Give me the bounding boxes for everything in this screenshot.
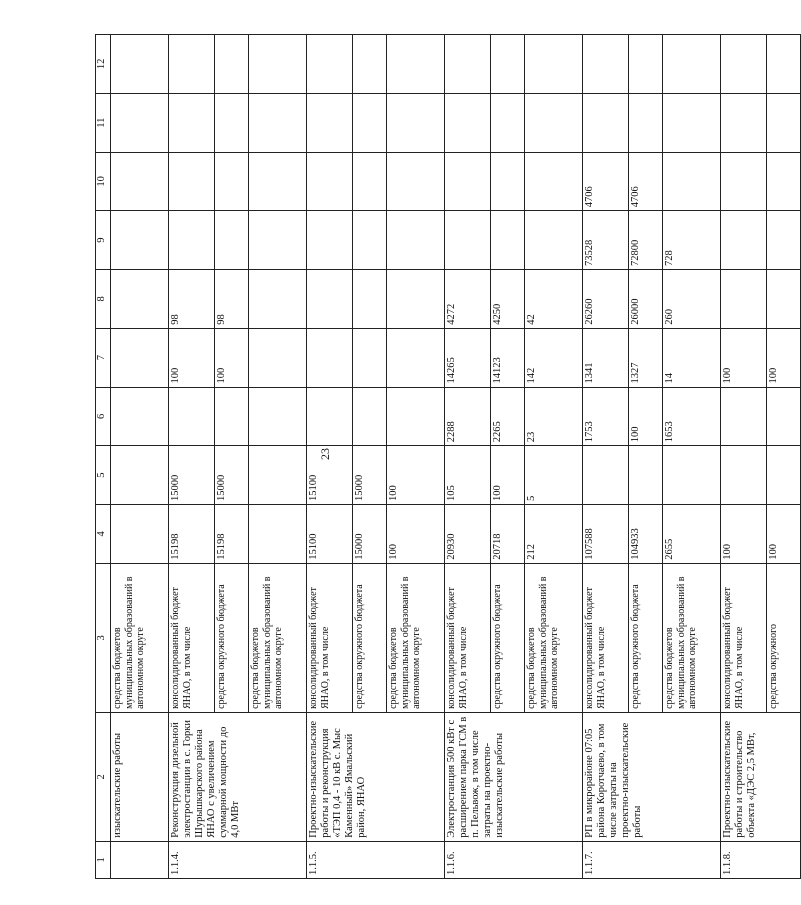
item-name: Проектно-изыскательские работы и строительство объекта «ДЭС 2,5 МВт, <box>721 712 801 841</box>
table-row <box>307 35 353 879</box>
amount-cell: 105 <box>445 446 491 505</box>
column-header: 7 <box>96 328 111 387</box>
amount-cell <box>215 211 249 270</box>
item-number: 1.1.7. <box>583 841 721 878</box>
item-name: Реконструкция дизельной электростанции в с. Горки Шурышкарского района ЯНАО с увеличением суммарной мощности до 4,0 МВт <box>169 712 307 841</box>
amount-cell: 4706 <box>583 152 629 211</box>
amount-cell <box>111 505 169 564</box>
amount-cell <box>491 152 525 211</box>
amount-cell <box>721 152 767 211</box>
amount-cell: 107588 <box>583 505 629 564</box>
funding-source: средства бюджетов муниципальных образований в автономном округе <box>525 563 583 712</box>
amount-cell <box>307 211 353 270</box>
amount-cell: 26000 <box>629 270 663 329</box>
amount-cell <box>111 211 169 270</box>
amount-cell: 42 <box>525 270 583 329</box>
amount-cell: 100 <box>629 387 663 446</box>
amount-cell <box>111 387 169 446</box>
amount-cell <box>445 211 491 270</box>
budget-table <box>95 34 801 879</box>
rotated-table-wrapper <box>95 34 779 879</box>
amount-cell: 142 <box>525 328 583 387</box>
amount-cell <box>111 446 169 505</box>
amount-cell: 100 <box>387 446 445 505</box>
amount-cell: 100 <box>767 328 801 387</box>
item-number: 1.1.6. <box>445 841 583 878</box>
amount-cell: 2265 <box>491 387 525 446</box>
amount-cell: 100 <box>491 446 525 505</box>
amount-cell <box>307 328 353 387</box>
amount-cell <box>583 446 629 505</box>
column-header: 12 <box>96 35 111 94</box>
amount-cell: 212 <box>525 505 583 564</box>
amount-cell <box>169 211 215 270</box>
amount-cell <box>249 93 307 152</box>
amount-cell: 1753 <box>583 387 629 446</box>
amount-cell <box>583 93 629 152</box>
amount-cell: 20718 <box>491 505 525 564</box>
amount-cell <box>721 211 767 270</box>
amount-cell <box>387 328 445 387</box>
amount-cell <box>353 328 387 387</box>
amount-cell: 100 <box>721 328 767 387</box>
amount-cell: 26260 <box>583 270 629 329</box>
amount-cell <box>721 270 767 329</box>
amount-cell <box>111 328 169 387</box>
amount-cell <box>249 505 307 564</box>
item-number <box>111 841 169 878</box>
item-number: 1.1.4. <box>169 841 307 878</box>
item-number: 1.1.8. <box>721 841 801 878</box>
amount-cell <box>307 93 353 152</box>
amount-cell <box>307 152 353 211</box>
amount-cell <box>767 387 801 446</box>
funding-source: консолидированный бюджет ЯНАО, в том числе <box>307 563 353 712</box>
amount-cell: 100 <box>169 328 215 387</box>
amount-cell <box>387 211 445 270</box>
column-header: 11 <box>96 93 111 152</box>
amount-cell <box>169 152 215 211</box>
amount-cell <box>767 152 801 211</box>
amount-cell: 15000 <box>353 446 387 505</box>
funding-source: средства бюджетов муниципальных образований в автономном округе <box>111 563 169 712</box>
amount-cell: 15198 <box>169 505 215 564</box>
amount-cell: 98 <box>215 270 249 329</box>
amount-cell <box>663 152 721 211</box>
amount-cell <box>353 387 387 446</box>
amount-cell <box>767 93 801 152</box>
amount-cell <box>387 270 445 329</box>
item-name: Проектно-изыскательские работы и реконструкция «ТЭП 0,4 - 10 кВ с. Мыс Каменный» Ямальский район, ЯНАО <box>307 712 445 841</box>
amount-cell <box>721 446 767 505</box>
amount-cell <box>663 446 721 505</box>
funding-source: средства окружного бюджета <box>215 563 249 712</box>
column-header: 6 <box>96 387 111 446</box>
column-header: 2 <box>96 712 111 841</box>
amount-cell: 14 <box>663 328 721 387</box>
amount-cell <box>387 35 445 94</box>
amount-cell: 15000 <box>215 446 249 505</box>
amount-cell <box>353 270 387 329</box>
amount-cell: 100 <box>767 505 801 564</box>
table-row <box>721 35 767 879</box>
amount-cell <box>525 152 583 211</box>
amount-cell <box>629 35 663 94</box>
amount-cell: 98 <box>169 270 215 329</box>
amount-cell: 15198 <box>215 505 249 564</box>
amount-cell <box>169 387 215 446</box>
funding-source: средства окружного бюджета <box>353 563 387 712</box>
amount-cell <box>111 270 169 329</box>
table-row <box>111 35 169 879</box>
column-header: 8 <box>96 270 111 329</box>
column-header: 4 <box>96 505 111 564</box>
column-header: 3 <box>96 563 111 712</box>
amount-cell <box>249 270 307 329</box>
funding-source: средства бюджетов муниципальных образований в автономном округе <box>663 563 721 712</box>
amount-cell <box>249 211 307 270</box>
funding-source: консолидированный бюджет ЯНАО, в том числе <box>445 563 491 712</box>
amount-cell <box>169 93 215 152</box>
amount-cell <box>353 211 387 270</box>
item-name: изыскательские работы <box>111 712 169 841</box>
amount-cell: 15000 <box>353 505 387 564</box>
table-body <box>96 35 801 879</box>
column-header: 9 <box>96 211 111 270</box>
funding-source: консолидированный бюджет ЯНАО, в том числе <box>583 563 629 712</box>
amount-cell <box>767 270 801 329</box>
table-row <box>583 35 629 879</box>
amount-cell: 100 <box>215 328 249 387</box>
funding-source: консолидированный бюджет ЯНАО, в том числе <box>721 563 767 712</box>
amount-cell: 728 <box>663 211 721 270</box>
amount-cell <box>491 35 525 94</box>
amount-cell <box>215 35 249 94</box>
amount-cell <box>721 387 767 446</box>
amount-cell <box>249 152 307 211</box>
amount-cell <box>767 211 801 270</box>
amount-cell <box>249 35 307 94</box>
amount-cell: 72800 <box>629 211 663 270</box>
amount-cell <box>525 93 583 152</box>
amount-cell: 2655 <box>663 505 721 564</box>
column-header: 1 <box>96 841 111 878</box>
amount-cell: 1341 <box>583 328 629 387</box>
amount-cell <box>387 93 445 152</box>
amount-cell <box>353 93 387 152</box>
amount-cell: 15100 <box>307 446 353 505</box>
amount-cell: 1653 <box>663 387 721 446</box>
amount-cell: 14123 <box>491 328 525 387</box>
amount-cell <box>387 152 445 211</box>
amount-cell: 260 <box>663 270 721 329</box>
amount-cell <box>767 446 801 505</box>
amount-cell <box>249 387 307 446</box>
amount-cell <box>169 35 215 94</box>
funding-source: средства окружного бюджета <box>491 563 525 712</box>
page-number: 23 <box>318 448 332 460</box>
amount-cell <box>215 152 249 211</box>
amount-cell: 4272 <box>445 270 491 329</box>
amount-cell <box>111 35 169 94</box>
funding-source: средства окружного бюджета <box>629 563 663 712</box>
amount-cell <box>629 446 663 505</box>
amount-cell <box>307 270 353 329</box>
amount-cell <box>663 35 721 94</box>
amount-cell: 1327 <box>629 328 663 387</box>
amount-cell <box>353 35 387 94</box>
amount-cell: 15000 <box>169 446 215 505</box>
amount-cell <box>663 93 721 152</box>
amount-cell <box>445 35 491 94</box>
header-row <box>96 35 111 879</box>
item-name: Электростанция 500 кВт с расширением парка ГСМ в п. Пельвож, в том числе затраты на проектно-изыскательские работы <box>445 712 583 841</box>
funding-source: средства бюджетов муниципальных образований в автономном округе <box>249 563 307 712</box>
amount-cell <box>215 387 249 446</box>
amount-cell: 15100 <box>307 505 353 564</box>
amount-cell: 4250 <box>491 270 525 329</box>
amount-cell <box>491 211 525 270</box>
amount-cell: 14265 <box>445 328 491 387</box>
amount-cell <box>111 93 169 152</box>
amount-cell <box>721 35 767 94</box>
amount-cell: 23 <box>525 387 583 446</box>
amount-cell <box>491 93 525 152</box>
amount-cell <box>583 35 629 94</box>
table-row <box>169 35 215 879</box>
amount-cell <box>525 211 583 270</box>
amount-cell: 100 <box>387 505 445 564</box>
funding-source: средства окружного <box>767 563 801 712</box>
amount-cell <box>629 93 663 152</box>
amount-cell: 4706 <box>629 152 663 211</box>
funding-source: средства бюджетов муниципальных образований в автономном округе <box>387 563 445 712</box>
amount-cell: 100 <box>721 505 767 564</box>
amount-cell <box>111 152 169 211</box>
funding-source: консолидированный бюджет ЯНАО, в том числе <box>169 563 215 712</box>
amount-cell: 5 <box>525 446 583 505</box>
amount-cell <box>525 35 583 94</box>
amount-cell: 104933 <box>629 505 663 564</box>
amount-cell <box>353 152 387 211</box>
amount-cell <box>445 93 491 152</box>
amount-cell <box>387 387 445 446</box>
amount-cell <box>249 328 307 387</box>
amount-cell: 73528 <box>583 211 629 270</box>
amount-cell <box>721 93 767 152</box>
column-header: 5 <box>96 446 111 505</box>
item-name: РП в микрорайоне 07:05 района Коротчаево, в том числе затраты на проектно-изыскательские работы <box>583 712 721 841</box>
amount-cell <box>445 152 491 211</box>
amount-cell <box>767 35 801 94</box>
table-row <box>445 35 491 879</box>
amount-cell <box>307 35 353 94</box>
amount-cell <box>249 446 307 505</box>
amount-cell <box>215 93 249 152</box>
item-number: 1.1.5. <box>307 841 445 878</box>
amount-cell <box>307 387 353 446</box>
column-header: 10 <box>96 152 111 211</box>
amount-cell: 20930 <box>445 505 491 564</box>
amount-cell: 2288 <box>445 387 491 446</box>
